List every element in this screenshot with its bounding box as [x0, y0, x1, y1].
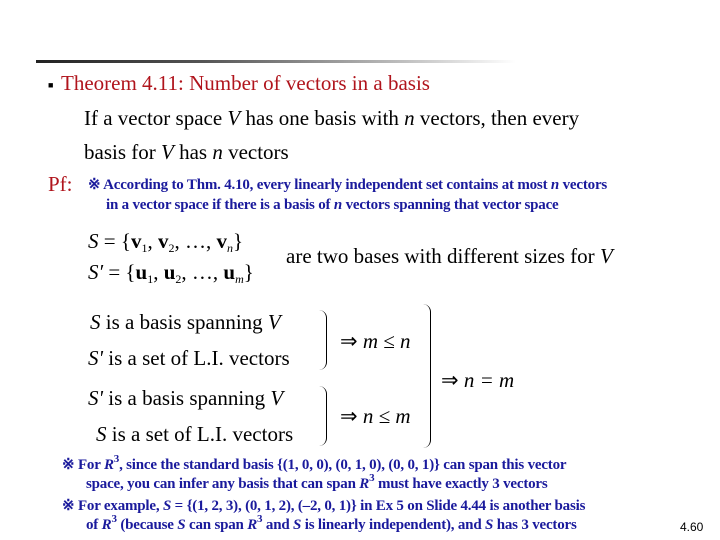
proof-note-line-2: in a vector space if there is a basis of n vectors spanning that vector space	[106, 197, 559, 213]
set-s: $S = \{v_1$, $v_2$, …, $v_n$}	[88, 229, 244, 255]
title-rule	[36, 60, 516, 63]
brace-3	[420, 304, 431, 448]
note-2-line-2: of $R^3$ (because S can span $R^3$ and S is linearly independent), and S has 3 vectors	[86, 513, 577, 533]
proof-label: Pf:	[48, 172, 73, 196]
proof-note-line-1: ※ According to Thm. 4.10, every linearly independent set contains at most n vectors	[88, 177, 608, 193]
implication-1: ⇒ m ≤ n	[340, 329, 411, 353]
implication-2: ⇒ n ≤ m	[340, 404, 411, 428]
proof-line-3: S' is a basis spanning V	[88, 386, 284, 410]
bullet-icon: ■	[48, 80, 54, 90]
proof-line-2: S' is a set of L.I. vectors	[88, 346, 290, 370]
set-s-prime: $S' = \{u_1$, $u_2$, …, $u_m$}	[88, 260, 254, 286]
proof-line-4: S is a set of L.I. vectors	[96, 422, 294, 446]
note-2-line-1: ※ For example, S = {(1, 2, 3), (0, 1, 2), (–2, 0, 1)} in Ex 5 on Slide 4.44 is another basis	[62, 498, 586, 514]
theorem-line-2: basis for V has n vectors	[84, 140, 289, 164]
note-1-line-1: ※ For $R^3$, since the standard basis {(1, 0, 0), (0, 1, 0), (0, 0, 1)} can span this vector	[62, 453, 567, 473]
theorem-line-1: If a vector space V has one basis with n vectors, then every	[84, 106, 580, 130]
page-number: 4.60	[680, 520, 704, 534]
theorem-title: Theorem 4.11: Number of vectors in a basis	[61, 71, 430, 95]
brace-1	[316, 310, 327, 370]
brace-2	[316, 386, 327, 446]
bases-statement: are two bases with different sizes for V	[286, 244, 613, 268]
proof-line-1: S is a basis spanning V	[90, 310, 281, 334]
implication-3: ⇒ n = m	[441, 368, 515, 392]
note-1-line-2: space, you can infer any basis that can span $R^3$ must have exactly 3 vectors	[86, 472, 548, 492]
